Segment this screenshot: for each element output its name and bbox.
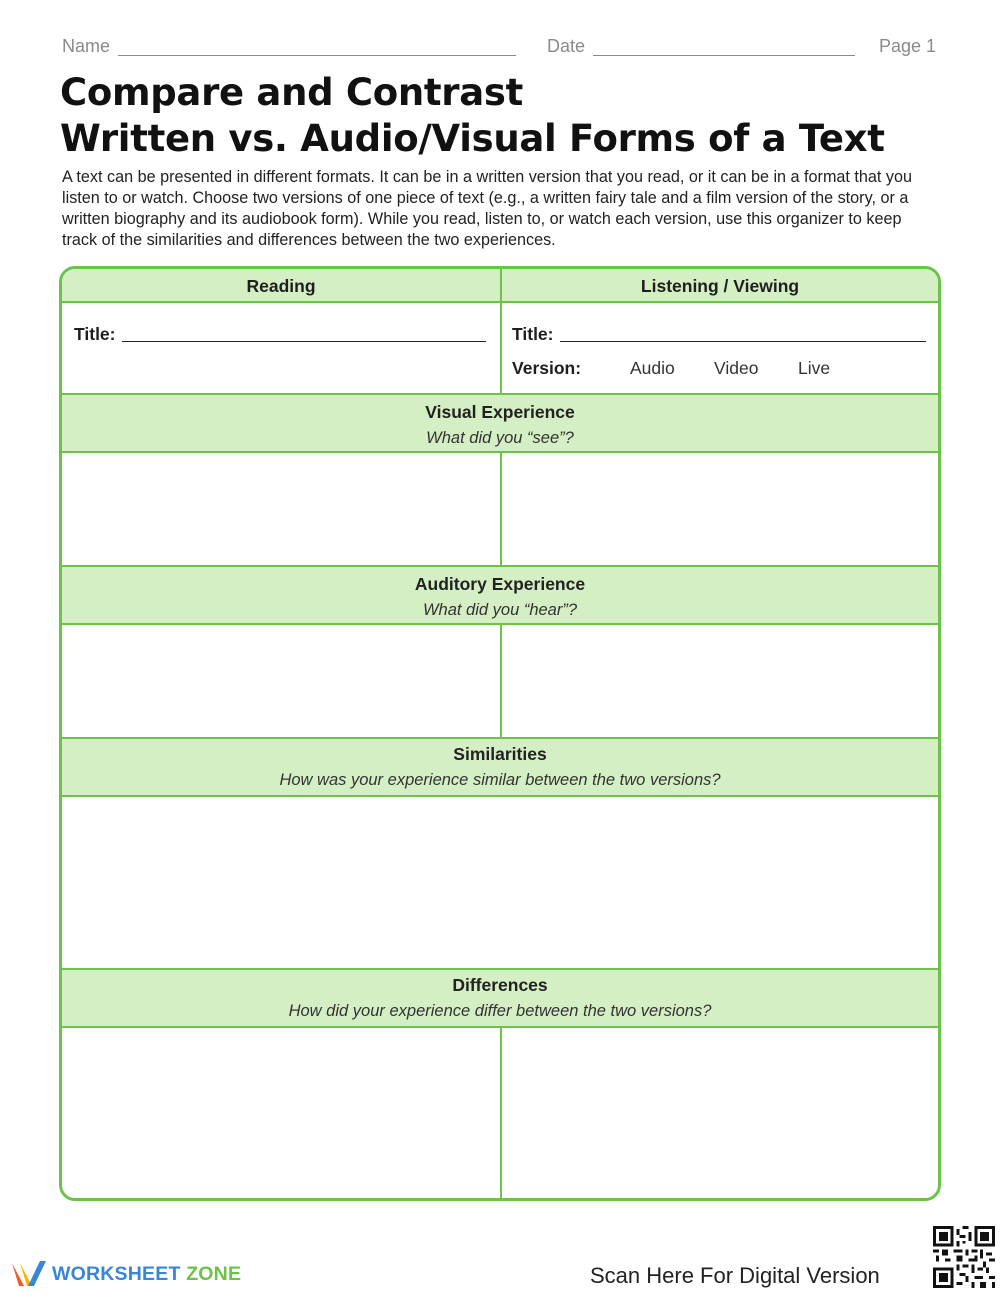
right-title-label: Title:	[512, 324, 554, 344]
left-title-field[interactable]	[122, 341, 486, 342]
brand-name	[52, 1263, 241, 1286]
section-visual-experience	[62, 393, 938, 453]
right-title-field[interactable]	[560, 341, 926, 342]
auditory-listening-answer-area[interactable]	[502, 625, 938, 737]
name-label: Name	[62, 36, 111, 56]
date-label: Date	[547, 36, 586, 56]
version-option-live[interactable]: Live	[798, 358, 831, 378]
differences-reading-answer-area[interactable]	[62, 1028, 500, 1198]
brand-part-zone: ZONE	[186, 1263, 242, 1285]
section-similarities	[62, 737, 938, 797]
column-header-listening-viewing: Listening / Viewing	[502, 269, 938, 303]
page-number: Page 1	[878, 36, 936, 56]
similarities-answer-area[interactable]	[62, 797, 938, 968]
brand-part-worksheet: WORKSHEET	[52, 1263, 181, 1285]
section-heading: Differences	[452, 975, 548, 995]
version-option-video[interactable]: Video	[714, 358, 759, 378]
section-auditory-experience	[62, 565, 938, 625]
section-heading: Visual Experience	[425, 402, 575, 422]
differences-listening-answer-area[interactable]	[502, 1028, 938, 1198]
intro-paragraph: A text can be presented in different formats. It can be in a written version that you read, or it can be in a format that you listen to or watch. Choose two versions of one piece of text (e.g., a written fairy tale and a film version of the story, or a written biography and its audiobook form). While you read, listen to, or watch each version, use this organizer to keep track of the similarities and differences between the two experiences.	[62, 168, 913, 249]
column-header-reading: Reading	[62, 269, 500, 303]
header-meta	[62, 36, 936, 62]
date-field[interactable]	[593, 55, 855, 56]
worksheet-zone-icon	[10, 1259, 48, 1289]
scan-digital-version-text: Scan Here For Digital Version	[590, 1263, 880, 1288]
section-prompt: How did your experience differ between the two versions?	[288, 1002, 712, 1020]
section-differences	[62, 968, 938, 1028]
section-prompt: What did you “see”?	[426, 429, 574, 447]
section-prompt: What did you “hear”?	[422, 601, 578, 619]
title-line-1: Compare and Contrast	[60, 71, 524, 114]
section-prompt: How was your experience similar between the two versions?	[279, 771, 721, 789]
column-divider	[500, 269, 502, 393]
version-label: Version:	[512, 358, 582, 378]
left-title-label: Title:	[74, 324, 116, 344]
compare-organizer	[59, 266, 941, 1201]
auditory-reading-answer-area[interactable]	[62, 625, 500, 737]
visual-listening-answer-area[interactable]	[502, 453, 938, 565]
qr-code-icon[interactable]	[933, 1226, 995, 1288]
name-field[interactable]	[118, 55, 516, 56]
section-heading: Auditory Experience	[414, 574, 586, 594]
version-option-audio[interactable]: Audio	[630, 358, 675, 378]
title-line-2: Written vs. Audio/Visual Forms of a Text	[60, 117, 885, 160]
page-title	[60, 70, 885, 162]
section-heading: Similarities	[453, 744, 547, 764]
visual-reading-answer-area[interactable]	[62, 453, 500, 565]
